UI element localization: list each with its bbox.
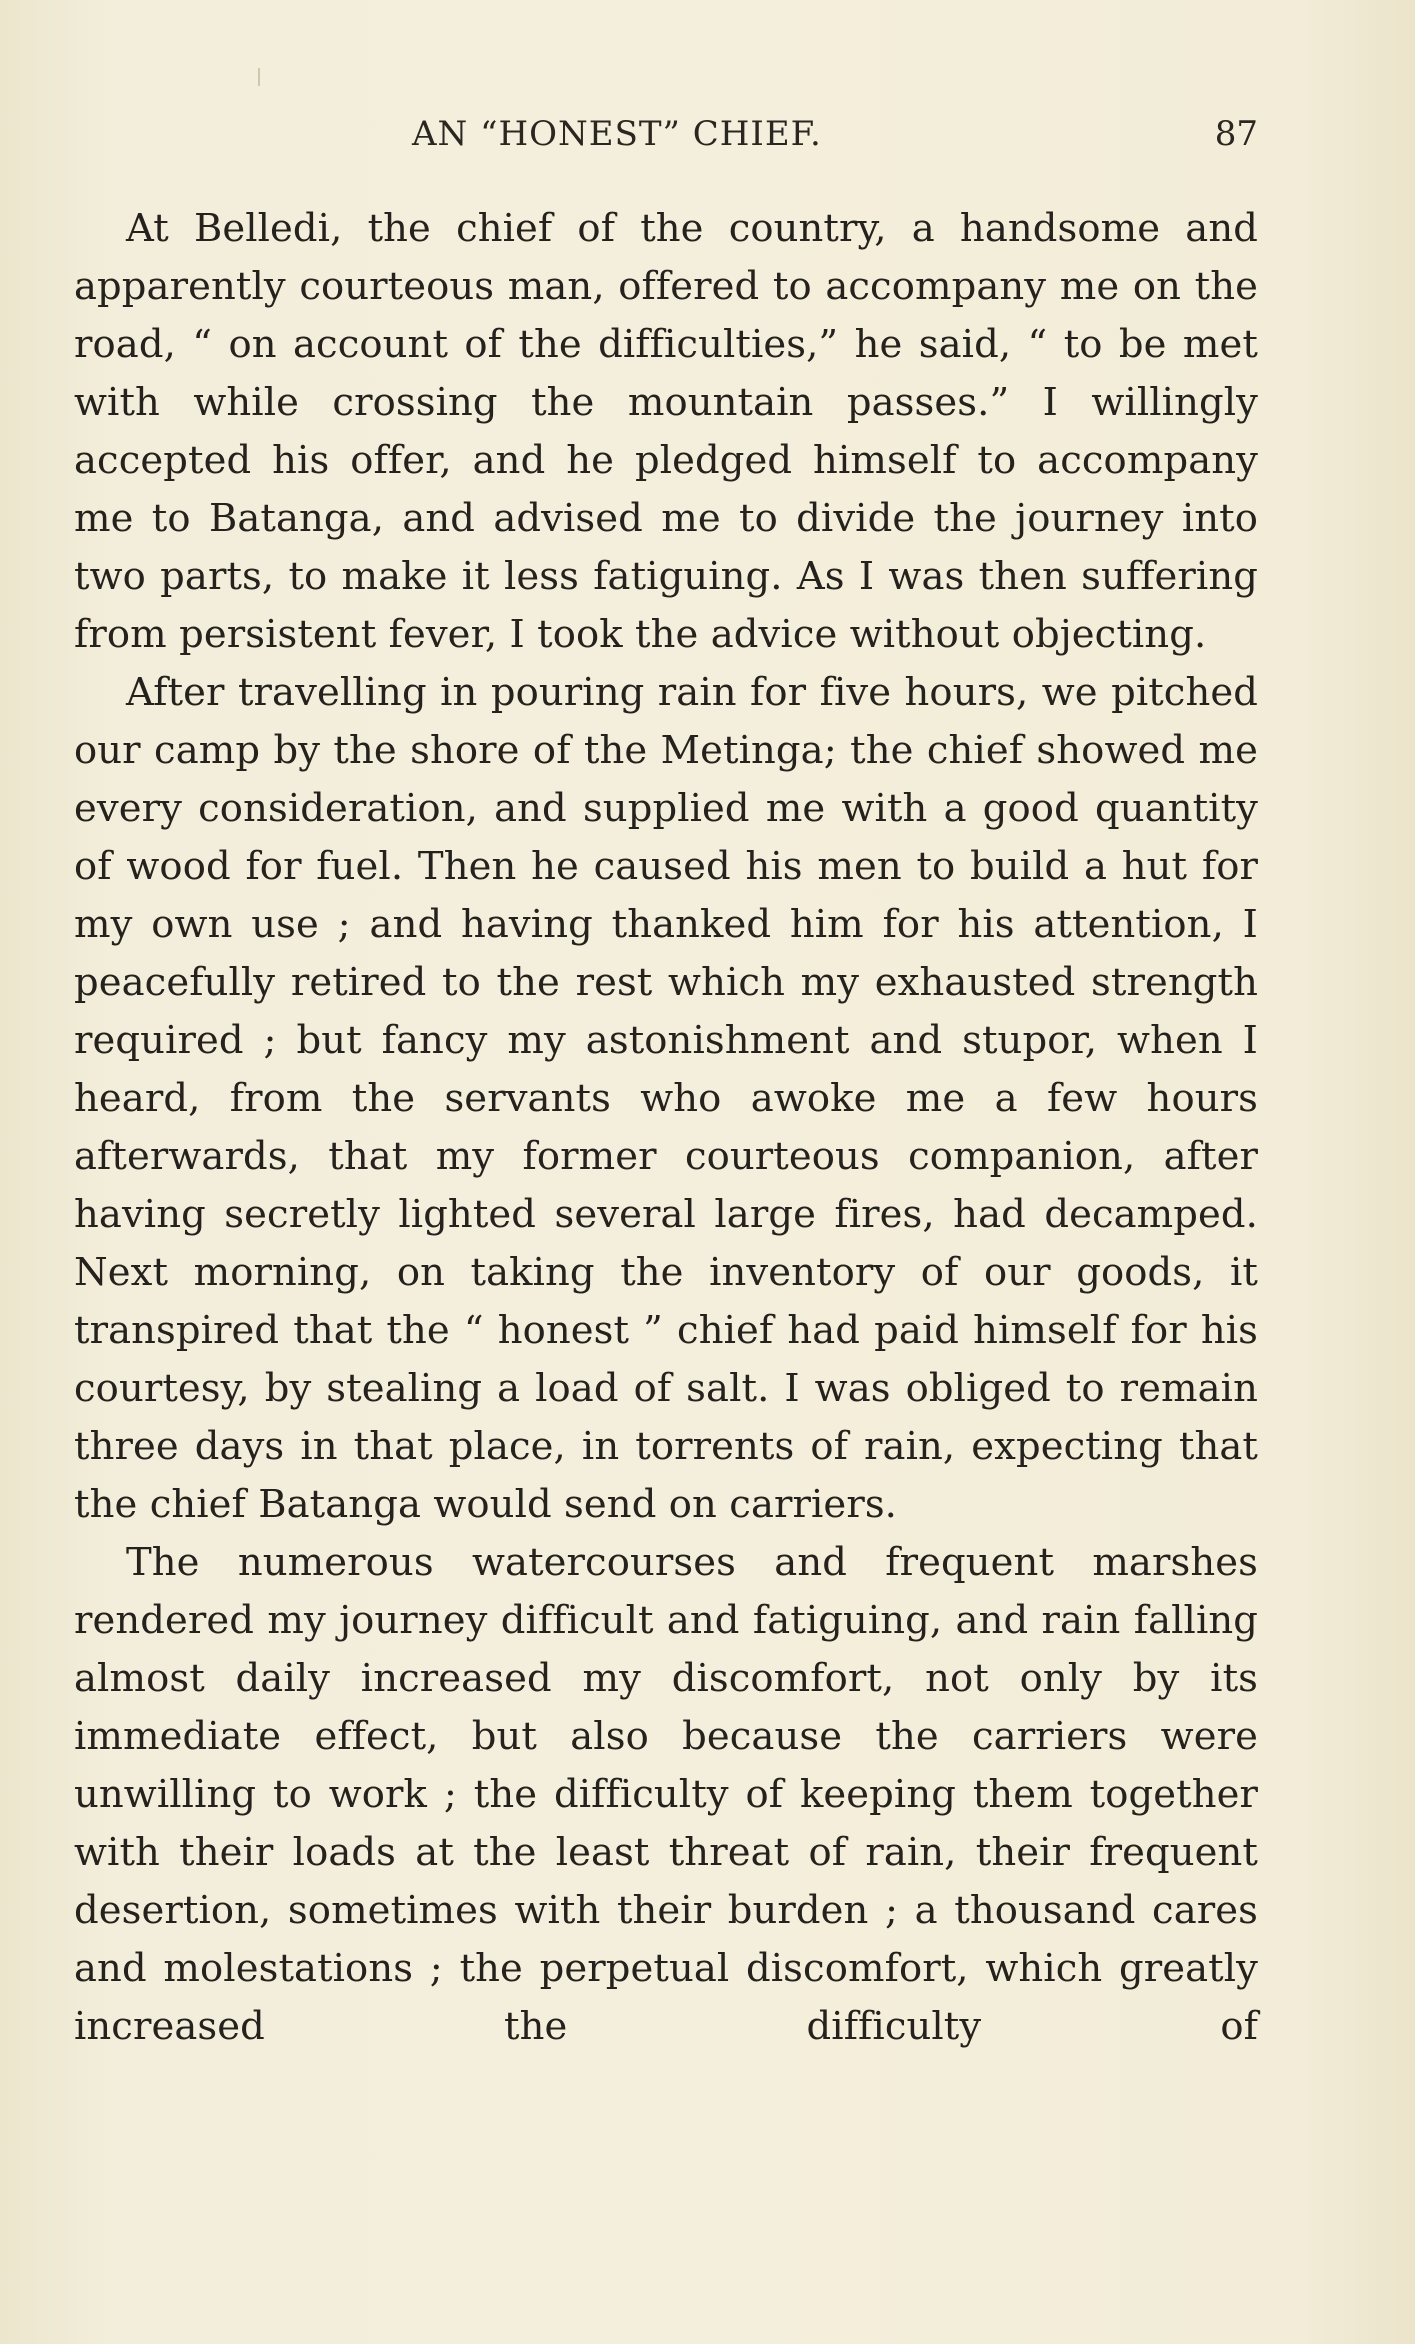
running-head xyxy=(74,114,1258,162)
body-text xyxy=(74,200,1258,2056)
paragraph-3: The numerous watercourses and frequent marshes rendered my journey difficult and fatiguing, and rain falling almost daily increased my discomfort, not only by its immediate effect, but also because the carriers were unwilling to work ; the difficulty of keeping them together with their loads at the least threat of rain, their frequent desertion, sometimes with their burden ; a thousand cares and molestations ; the perpetual discomfort, which greatly increased the difficulty of xyxy=(74,1540,1258,2049)
page-number: 87 xyxy=(1214,114,1258,154)
paragraph-1: At Belledi, the chief of the country, a handsome and apparently courteous man, offered to accompany me on the road, “ on account of the difficulties,” he said, “ to be met with while crossing the mountain passes.” I willingly accepted his offer, and he pledged himself to accompany me to Batanga, and advised me to divide the journey into two parts, to make it less fatiguing. As I was then suffering from persistent fever, I took the advice without objecting. xyxy=(74,206,1258,657)
paragraph-2: After travelling in pouring rain for five hours, we pitched our camp by the shore of the Metinga; the chief showed me every consideration, and supplied me with a good quantity of wood for fuel. Then he caused his men to build a hut for my own use ; and having thanked him for his attention, I peacefully retired to the rest which my exhausted strength required ; but fancy my astonishment and stupor, when I heard, from the servants who awoke me a few hours afterwards, that my former courteous companion, after having secretly lighted several large fires, had decamped. Next morning, on taking the inventory of our goods, it transpired that the “ honest ” chief had paid himself for his courtesy, by stealing a load of salt. I was obliged to remain three days in that place, in torrents of rain, expecting that the chief Batanga would send on carriers. xyxy=(74,670,1258,1527)
running-title: AN “HONEST” CHIEF. xyxy=(412,114,822,154)
page-edge-mark xyxy=(258,68,260,86)
